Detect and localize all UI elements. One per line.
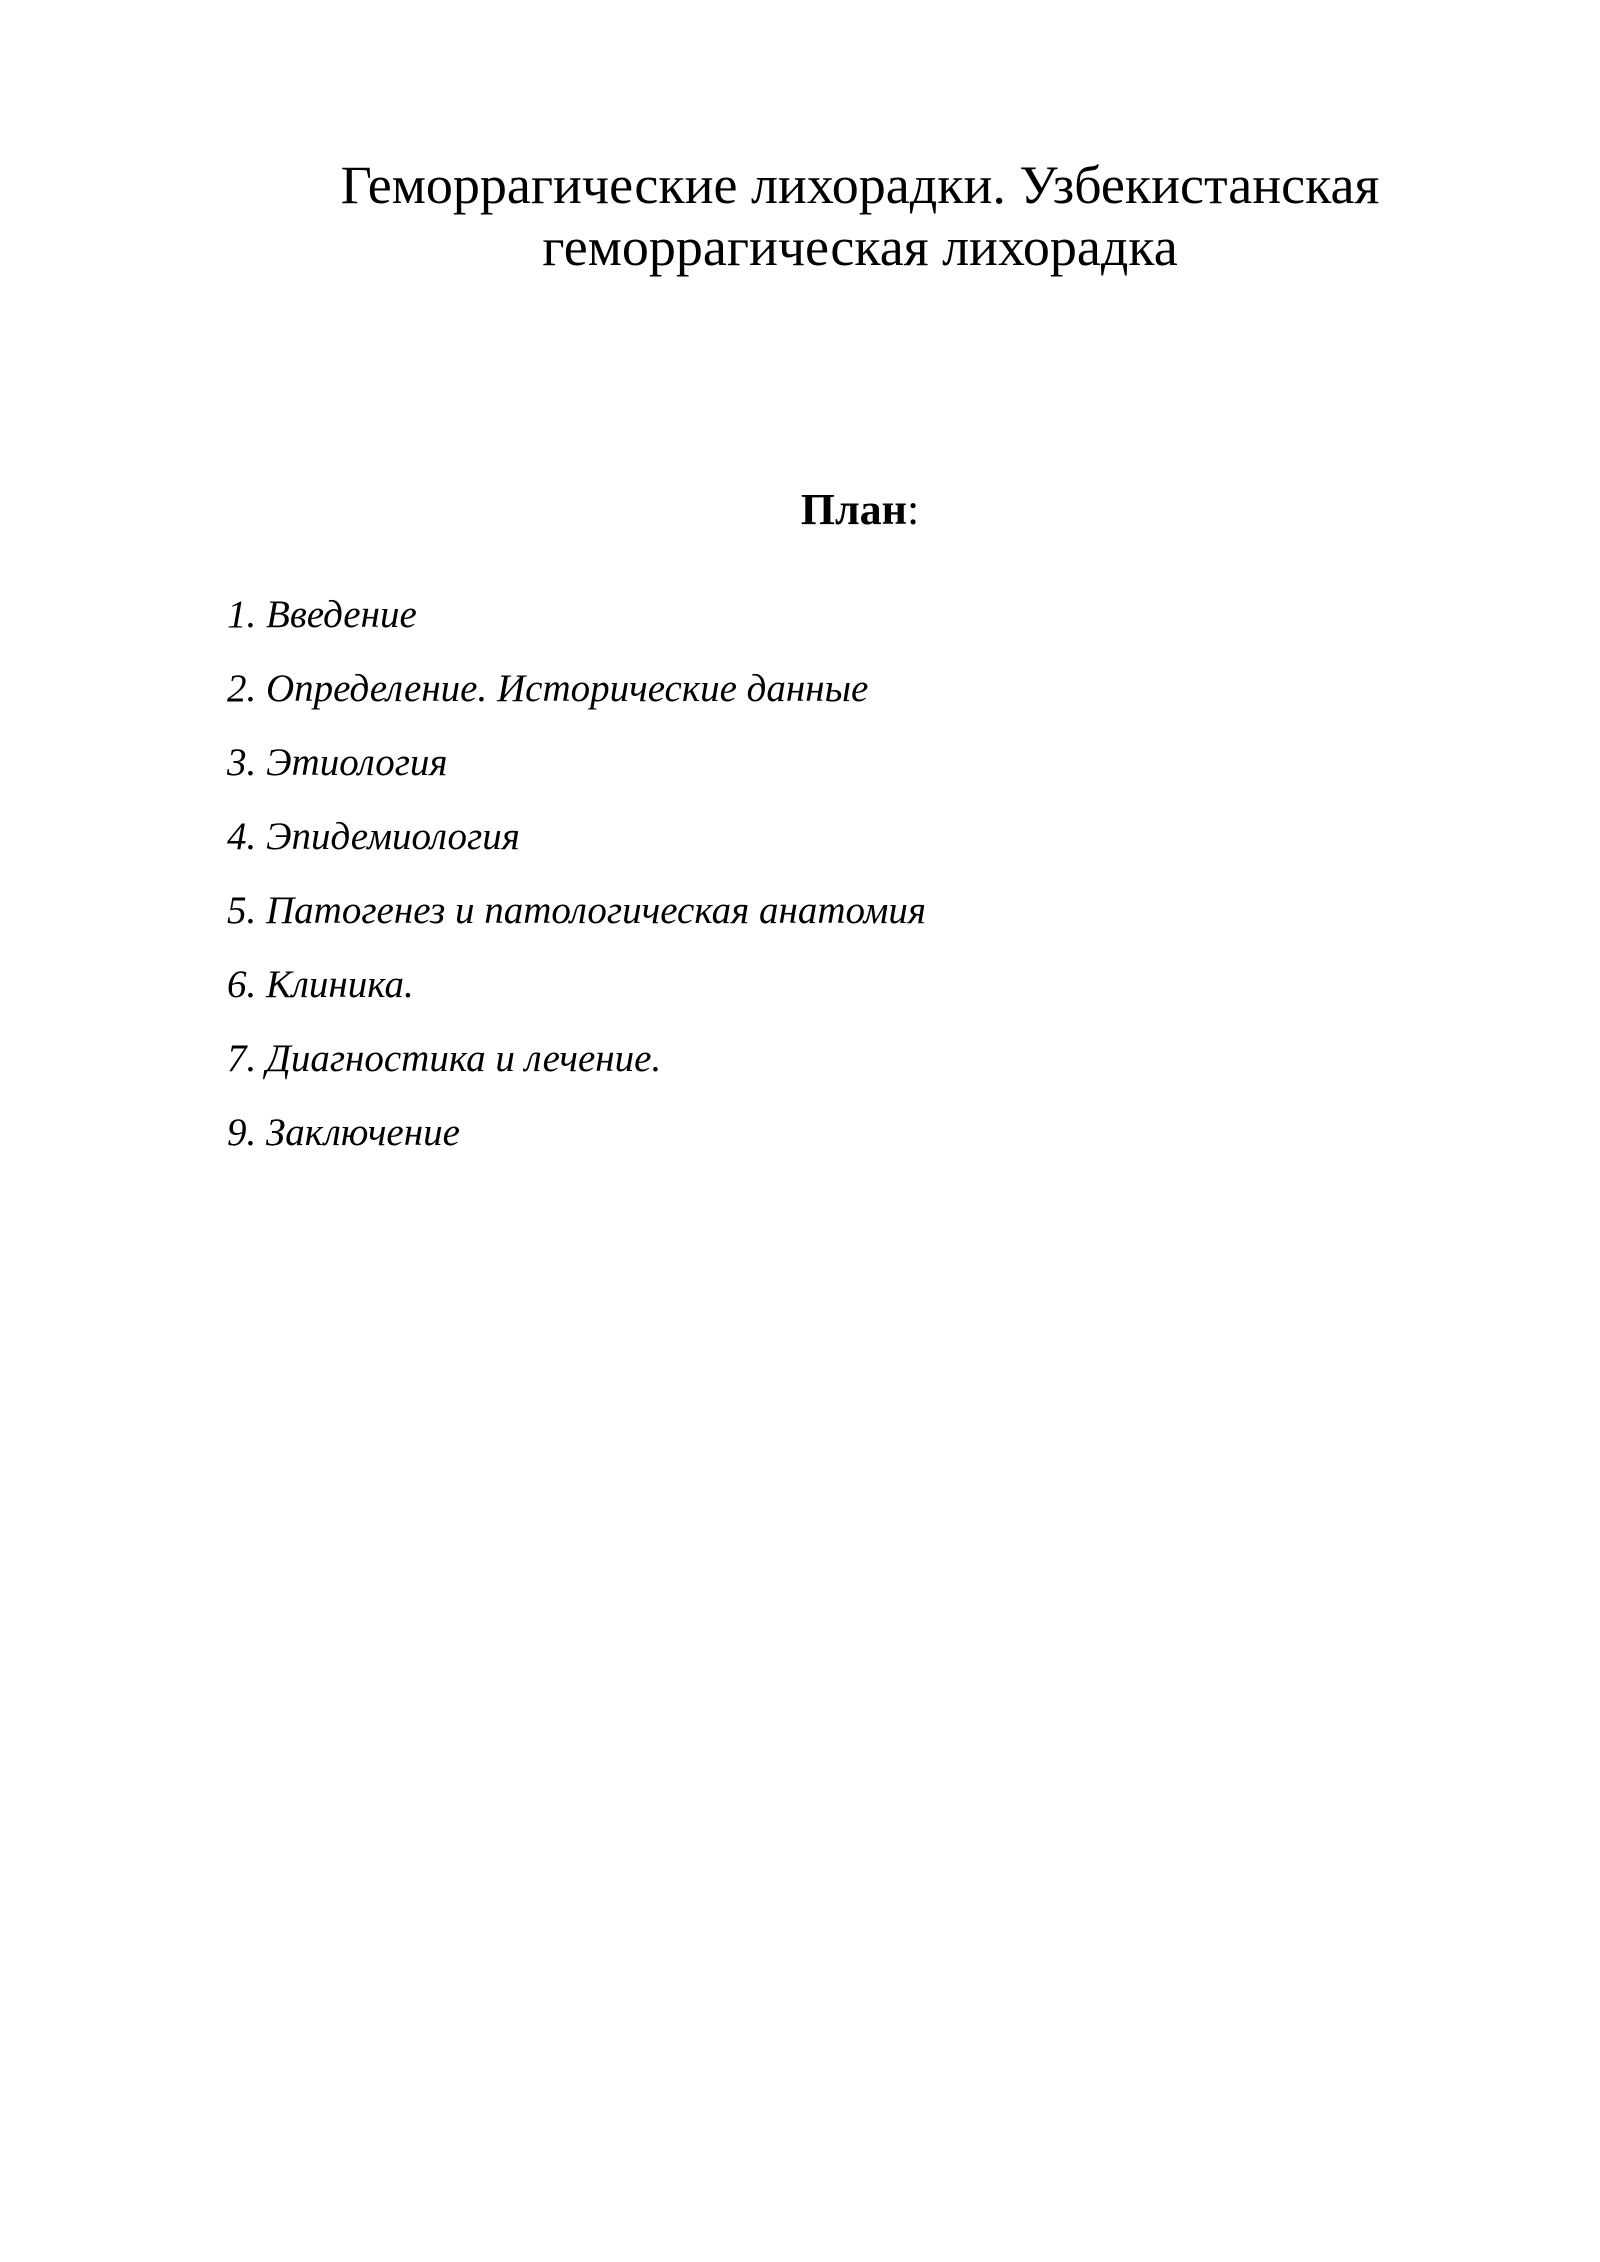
plan-heading-colon: :	[907, 485, 920, 534]
plan-item: 6. Клиника.	[227, 963, 414, 1006]
title-line-2: геморрагическая лихорадка	[542, 217, 1178, 277]
plan-item: 4. Эпидемиология	[227, 815, 520, 858]
plan-heading-label: План	[800, 485, 908, 534]
plan-heading	[240, 482, 1480, 538]
plan-item: 5. Патогенез и патологическая анатомия	[227, 889, 927, 932]
plan-list	[227, 592, 926, 1184]
plan-item: 2. Определение. Исторические данные	[227, 667, 869, 710]
document-title	[240, 154, 1480, 278]
plan-item: 7. Диагностика и лечение.	[227, 1037, 662, 1080]
plan-item: 1. Введение	[227, 593, 417, 636]
title-line-1: Геморрагические лихорадки. Узбекистанская	[340, 155, 1380, 215]
plan-item: 9. Заключение	[227, 1111, 460, 1154]
plan-item: 3. Этиология	[227, 741, 448, 784]
